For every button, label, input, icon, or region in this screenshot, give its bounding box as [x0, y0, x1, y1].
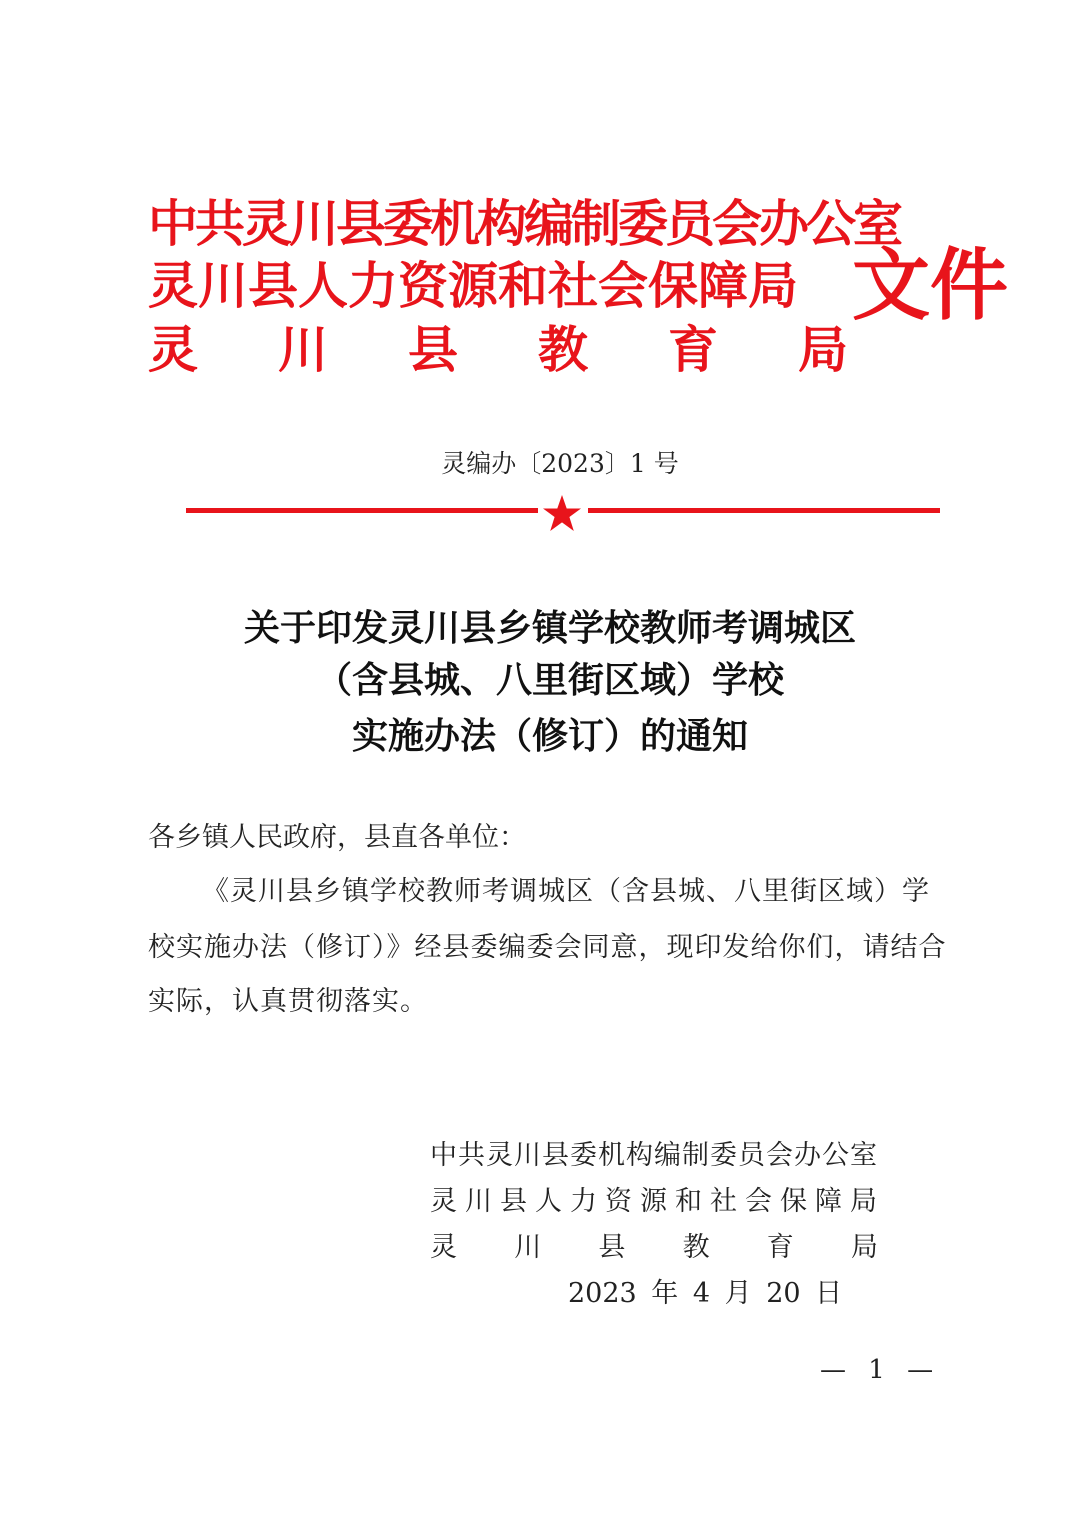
issuer-3-char: 县 — [408, 321, 458, 379]
issuer-3-char: 灵 — [148, 321, 198, 379]
signature-issuer-2: 灵川县人力资源和社会保障局 — [430, 1186, 885, 1217]
document-number: 灵编办〔2023〕1 号 — [441, 449, 679, 478]
signature-issuer-3 — [430, 1228, 878, 1268]
issuer-3-char: 育 — [668, 321, 718, 379]
document-title-line-3: 实施办法（修订）的通知 — [351, 716, 748, 757]
page-number: — 1 — — [820, 1355, 934, 1385]
body-paragraph-line-1: 《灵川县乡镇学校教师考调城区（含县城、八里街区域）学 — [202, 876, 930, 907]
issuer-3-char: 局 — [798, 321, 848, 379]
signature-3-char: 局 — [850, 1232, 878, 1263]
issuer-line-1: 中共灵川县委机构编制委员会办公室 — [148, 195, 900, 253]
document-title-line-1: 关于印发灵川县乡镇学校教师考调城区 — [243, 608, 856, 649]
document-type-label: 文件 — [852, 241, 1009, 331]
issuer-line-3 — [148, 318, 848, 382]
red-rule-right — [588, 508, 940, 513]
salutation: 各乡镇人民政府，县直各单位： — [148, 822, 526, 853]
issuer-line-2: 灵川县人力资源和社会保障局 — [148, 257, 798, 315]
red-rule-left — [186, 508, 538, 513]
signature-date: 2023 年 4 月 20 日 — [568, 1278, 843, 1309]
red-star-icon — [542, 494, 582, 532]
body-paragraph-line-2: 校实施办法（修订）》经县委编委会同意，现印发给你们，请结合 — [148, 932, 947, 963]
signature-3-char: 教 — [682, 1232, 710, 1263]
signature-3-char: 川 — [514, 1232, 542, 1263]
signature-3-char: 育 — [766, 1232, 794, 1263]
signature-issuer-1: 中共灵川县委机构编制委员会办公室 — [430, 1140, 878, 1171]
document-title-line-2: （含县城、八里街区域）学校 — [315, 660, 784, 701]
signature-3-char: 县 — [598, 1232, 626, 1263]
issuer-3-char: 川 — [278, 321, 328, 379]
body-paragraph-line-3: 实际，认真贯彻落实。 — [148, 986, 428, 1017]
signature-3-char: 灵 — [430, 1232, 457, 1263]
issuer-3-char: 教 — [538, 321, 588, 379]
